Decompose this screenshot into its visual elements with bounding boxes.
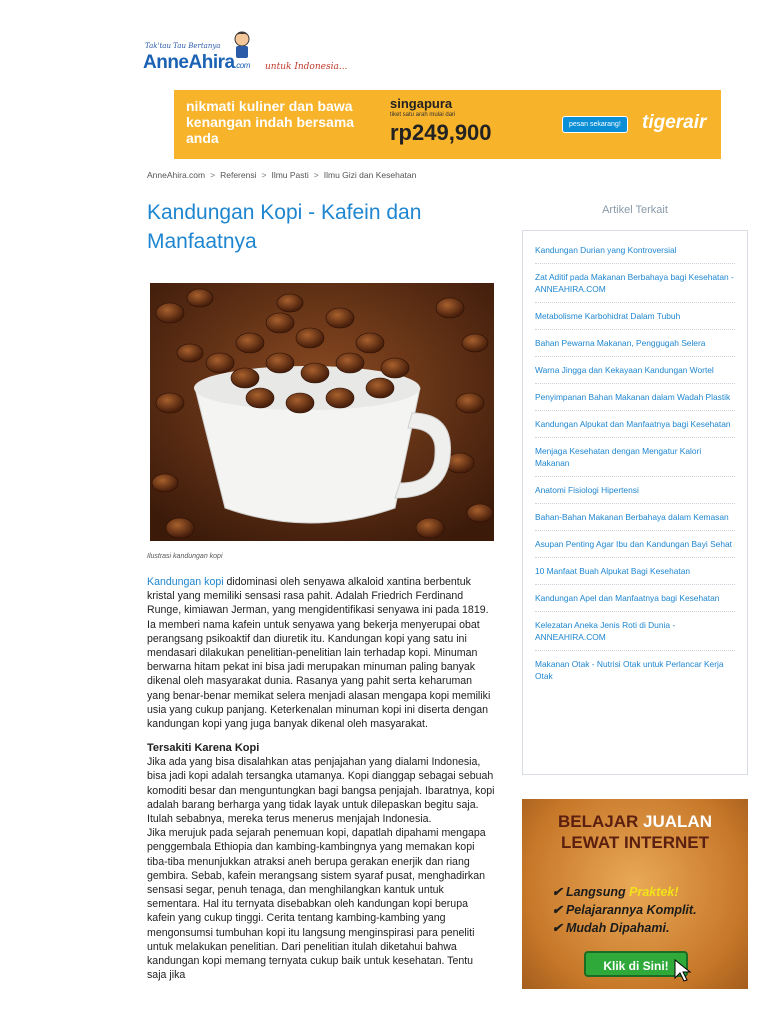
banner-text: nikmati kuliner dan bawa kenangan indah bersama anda bbox=[186, 98, 355, 146]
ad-benefit: ✔ Mudah Dipahami. bbox=[552, 921, 670, 935]
photo-caption: Ilustrasi kandungan kopi bbox=[147, 553, 223, 560]
related-link[interactable]: Makanan Otak - Nutrisi Otak untuk Perlancar Kerja Otak bbox=[535, 659, 724, 681]
banner-destination: singapura bbox=[390, 96, 453, 111]
intro-paragraph: Kandungan kopi didominasi oleh senyawa alkaloid xantina berbentuk kristal yang memiliki sensasi rasa pahit. Adalah Friedrich Ferdinand Runge, kimiawan Jerman, yang mengidentifikasi senyawa ini pada 1819. Ia memberi nama kafein untuk senyawa yang bekerja menyerupai obat perangsang psikoaktif dan diuretik itu. Kandungan kopi yang satu ini mendasari dilakukan penelitian-penelitian lain terhadap kopi. Minuman berwarna hitam pekat ini bisa jadi merupakan minuman paling banyak dikenal oleh masyarakat dunia. Rasanya yang pahit serta keharuman yang benar-benar memikat selera menjadi alasan mengapa kopi memiliki usia yang cukup panjang. Keterkenalan minuman kopi ini diserta dengan kandungan kopi yang juga banyak dikenal oleh masyarakat. bbox=[147, 576, 491, 731]
cursor-icon bbox=[674, 959, 692, 983]
site-logo[interactable] bbox=[143, 30, 363, 76]
breadcrumb-referensi[interactable]: Referensi bbox=[220, 170, 257, 180]
ad-click-button[interactable]: Klik di Sini! bbox=[584, 951, 688, 977]
related-link[interactable]: Bahan Pewarna Makanan, Penggugah Selera bbox=[535, 330, 735, 357]
related-title: Artikel Terkait bbox=[602, 204, 668, 216]
page-title: Kandungan Kopi - Kafein dan Manfaatnya bbox=[147, 201, 422, 253]
related-link[interactable]: Zat Aditif pada Makanan Berbahaya bagi Kesehatan - ANNEAHIRA.COM bbox=[535, 264, 735, 303]
related-link[interactable]: Kandungan Alpukat dan Manfaatnya bagi Kesehatan bbox=[535, 411, 735, 438]
related-articles-box bbox=[522, 230, 748, 775]
banner-book-button[interactable]: pesan sekarang! bbox=[562, 116, 628, 133]
banner-ad[interactable] bbox=[174, 90, 721, 159]
related-link[interactable]: 10 Manfaat Buah Alpukat Bagi Kesehatan bbox=[535, 558, 735, 585]
related-link[interactable]: Kelezatan Aneka Jenis Roti di Dunia - ANNEAHIRA.COM bbox=[535, 612, 735, 651]
related-link[interactable]: Kandungan Apel dan Manfaatnya bagi Kesehatan bbox=[535, 585, 735, 612]
related-link[interactable]: Menjaga Kesehatan dengan Mengatur Kalori Makanan bbox=[535, 438, 735, 477]
paragraph-2: Jika ada yang bisa disalahkan atas penjajahan yang dialami Indonesia, bisa jadi kopi adalah tersangka utamanya. Kopi dianggap sebagai sebuah komoditi besar dan menguntungkan bagi bangsa penjajah. Ibaratnya, kopi adalah barang berharga yang tidak layak untuk dilepaskan begitu saja. Itulah sebabnya, mereka terus menerus menjajah Indonesia. bbox=[147, 756, 495, 826]
logo-slogan: untuk Indonesia... bbox=[265, 62, 348, 72]
banner-subtext: tiket satu arah mulai dari bbox=[390, 112, 456, 118]
breadcrumb-ilmu-pasti[interactable]: Ilmu Pasti bbox=[271, 170, 309, 180]
ad-benefit: ✔ Pelajarannya Komplit. bbox=[552, 903, 697, 917]
related-link[interactable]: Penyimpanan Bahan Makanan dalam Wadah Plastik bbox=[535, 384, 735, 411]
breadcrumb-ilmu-gizi[interactable]: Ilmu Gizi dan Kesehatan bbox=[323, 170, 417, 180]
related-link[interactable]: Anatomi Fisiologi Hipertensi bbox=[535, 477, 735, 504]
related-link[interactable]: Kandungan Durian yang Kontroversial bbox=[535, 237, 735, 264]
section-heading: Tersakiti Karena Kopi bbox=[147, 742, 260, 755]
banner-price: rp249,900 bbox=[390, 120, 492, 145]
keyword-link[interactable]: Kandungan kopi bbox=[147, 576, 224, 588]
sidebar-ad[interactable] bbox=[522, 799, 748, 989]
related-link[interactable]: Bahan-Bahan Makanan Berbahaya dalam Kemasan bbox=[535, 504, 735, 531]
chevron-right-icon: > bbox=[313, 170, 319, 180]
ad-benefits bbox=[552, 883, 697, 937]
ad-benefit: ✔ Langsung Praktek! bbox=[552, 885, 679, 899]
logo-name: AnneAhira.com bbox=[143, 52, 250, 73]
related-link[interactable]: Warna Jingga dan Kekayaan Kandungan Wortel bbox=[535, 357, 735, 384]
breadcrumb-home[interactable]: AnneAhira.com bbox=[147, 170, 206, 180]
related-list bbox=[523, 231, 747, 689]
ad-headline: BELAJAR JUALAN LEWAT INTERNET bbox=[558, 812, 712, 852]
paragraph-3: Jika merujuk pada sejarah penemuan kopi, dapatlah dipahami mengapa penggembala Ethiopia dan kambing-kambingnya yang memakan kopi tiba-tiba menunjukkan atraksi aneh berupa gerakan enerjik dan riang gembira. Sebab, kafein merangsang sistem syaraf pusat, menghadirkan sensasi segar, penuh tenaga, dan menghilangkan kantuk untuk sementara. Hal itu ternyata disebabkan oleh kandungan kopi berupa kafein yang cukup tinggi. Cerita tentang kambing-kambing yang mengonsumsi tumbuhan kopi itu langsung menginspirasi para peneliti untuk melakukan penelitian. Dari penelitian itulah diketahui bahwa kandungan kopi memang ternyata cukup baik untuk kesehatan. Tentu saja jika bbox=[147, 827, 486, 982]
related-link[interactable]: Asupan Penting Agar Ibu dan Kandungan Bayi Sehat bbox=[535, 531, 735, 558]
chevron-right-icon: > bbox=[210, 170, 216, 180]
breadcrumb bbox=[147, 170, 416, 180]
coffee-photo bbox=[150, 283, 494, 541]
related-link[interactable]: Metabolisme Karbohidrat Dalam Tubuh bbox=[535, 303, 735, 330]
article-body bbox=[147, 575, 495, 982]
logo-tagline: Tak'tau Tau Bertanya bbox=[145, 42, 221, 50]
banner-brand: tigerair bbox=[642, 112, 707, 133]
chevron-right-icon: > bbox=[261, 170, 267, 180]
